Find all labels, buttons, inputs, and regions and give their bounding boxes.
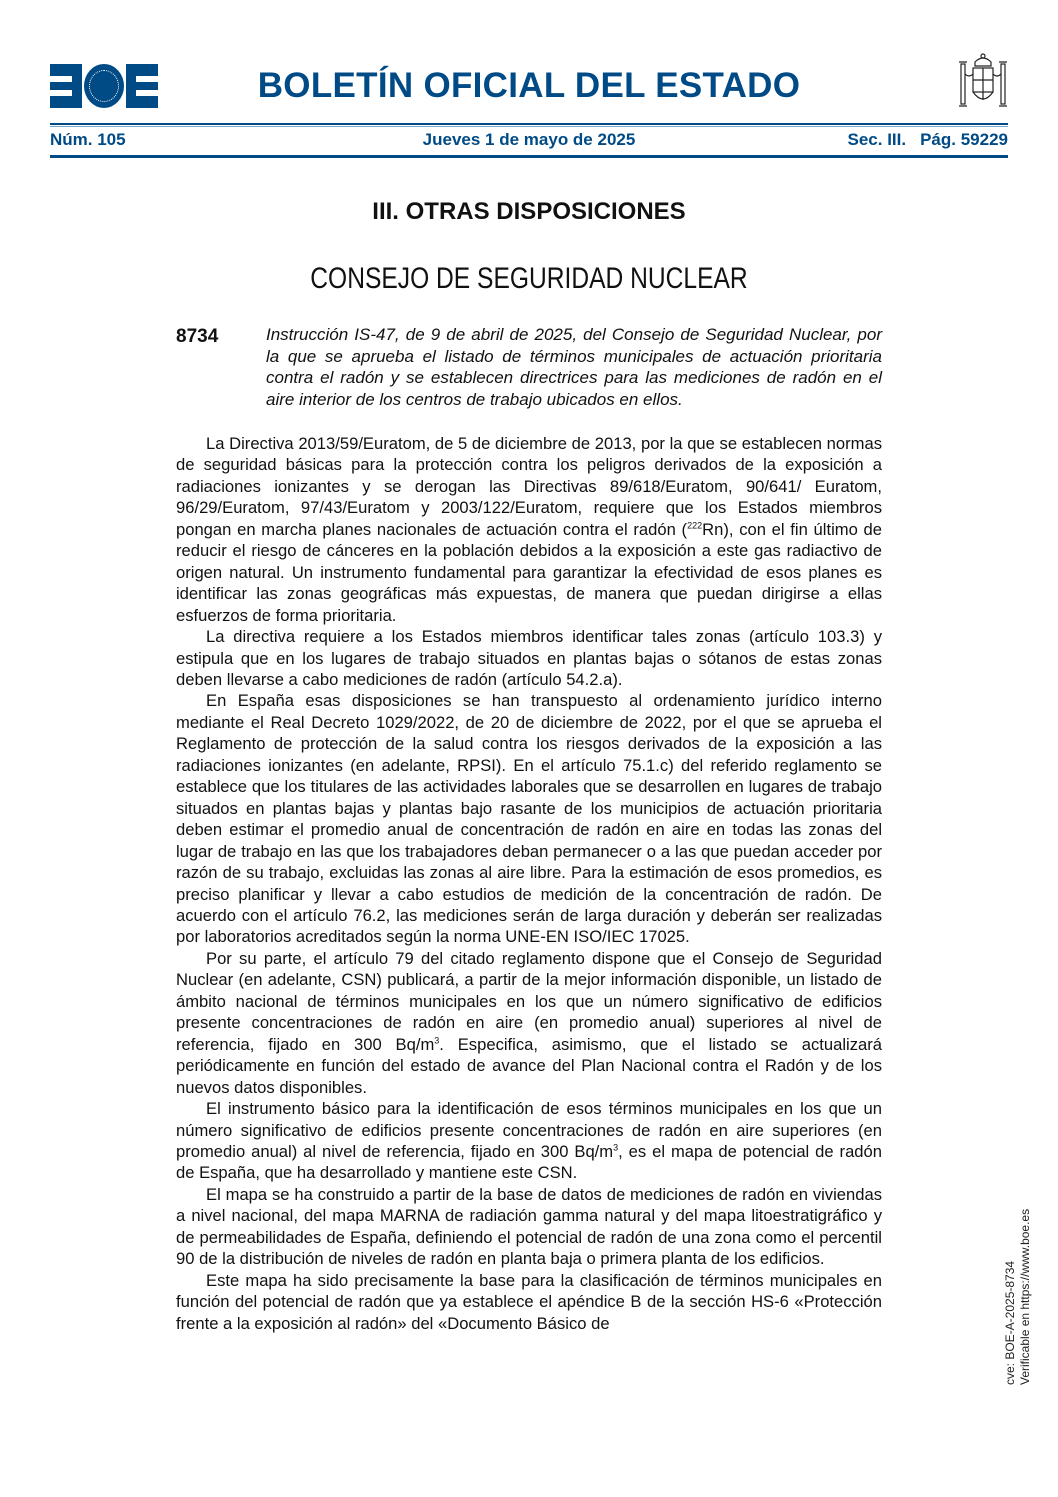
section-heading: III. OTRAS DISPOSICIONES xyxy=(372,198,686,225)
superscript: 3 xyxy=(434,1035,440,1046)
paragraph-6: El mapa se ha construido a partir de la base de datos de mediciones de radón en viviendas a nivel nacional, del mapa MARNA de radiación gamma natural y del mapa litoestratigráfico y de permeabilidades de España, definiendo el potencial de radón de una zona como el percentil 90 de la distribución de niveles de radón en planta baja o primera planta de los edificios. xyxy=(176,1184,882,1269)
document-body xyxy=(176,433,882,1334)
publication-title-text: BOLETÍN OFICIAL DEL ESTADO xyxy=(257,66,801,105)
paragraph-4 xyxy=(176,948,882,1098)
disposition-number: 8734 xyxy=(176,326,219,347)
header-info-row xyxy=(50,130,1008,152)
paragraph-2: La directiva requiere a los Estados miembros identificar tales zonas (artículo 103.3) y estipula que en los lugares de trabajo situados en plantas bajas o sótanos de estas zonas deben llevarse a cabo mediciones de radón (artículo 54.2.a). xyxy=(176,627,882,689)
disposition-title: Instrucción IS-47, de 9 de abril de 2025, del Consejo de Seguridad Nuclear, por la que se aprueba el listado de términos municipales de actuación prioritaria contra el radón y se establecen directrices para las mediciones de radón en el aire interior de los centros de trabajo ubicados en ellos. xyxy=(266,325,882,409)
coat-of-arms-icon xyxy=(955,52,1011,114)
verification-link[interactable]: Verificable en https://www.boe.es xyxy=(1018,1208,1032,1385)
verification-note xyxy=(1003,1209,1033,1385)
paragraph-1 xyxy=(176,433,882,626)
superscript: 3 xyxy=(613,1142,619,1153)
paragraph-text: . Especifica, asimismo, que el listado se actualizará periódicamente en función del estado de avance del Plan Nacional contra el Radón y de los nuevos datos disponibles. xyxy=(176,1034,882,1097)
superscript: 222 xyxy=(687,520,703,531)
paragraph-3: En España esas disposiciones se han transpuesto al ordenamiento jurídico interno mediante el Real Decreto 1029/2022, de 20 de diciembre de 2022, por el que se aprueba el Reglamento de protección de la salud contra los riesgos derivados de la exposición a las radiaciones ionizantes (en adelante, RPSI). En el artículo 75.1.c) del referido reglamento se establece que los titulares de las actividades laborales que se desarrollen en lugares de trabajo situados en plantas bajas y plantas bajo rasante de los municipios de actuación prioritaria deben estimar el promedio anual de concentración de radón en aire en todas las zonas del lugar de trabajo en las que los trabajadores deban permanecer o a las que puedan acceder por razón de su trabajo, excluidas las zonas al aire libre. Para la estimación de esos promedios, es preciso planificar y llevar a cabo estudios de medición de la concentración de radón. De acuerdo con el artículo 76.2, las mediciones serán de larga duración y deberán ser realizadas por laboratorios acreditados según la norma UNE-EN ISO/IEC 17025. xyxy=(176,691,882,947)
cve-code: cve: BOE-A-2025-8734 xyxy=(1003,1260,1017,1385)
paragraph-5 xyxy=(176,1098,882,1184)
paragraph-text: El instrumento básico para la identificación de esos términos municipales en los que un número significativo de edificios presente concentraciones de radón en aire superiores (en promedio anual) al nivel de referencia, fijado en 300 Bq/m xyxy=(176,1099,882,1161)
header-rule-top xyxy=(50,123,1008,125)
publication-title xyxy=(0,66,1058,106)
paragraph-text: Por su parte, el artículo 79 del citado reglamento dispone que el Consejo de Seguridad Nuclear (en adelante, CSN) publicará, a partir de la mejor información disponible, un listado de ámbito nacional de términos municipales en los que un número significativo de edificios presente concentraciones de radón en aire (en promedio anual) superiores al nivel de referencia, fijado en 300 Bq/m xyxy=(176,948,882,1054)
paragraph-7: Este mapa ha sido precisamente la base para la clasificación de términos municipales en función del potencial de radón que ya establece el apéndice B de la sección HS-6 «Protección frente a la exposición al radón» del «Documento Básico de xyxy=(176,1270,882,1333)
paragraph-text: La Directiva 2013/59/Euratom, de 5 de diciembre de 2013, por la que se establecen normas de seguridad básicas para la protección contra los peligros derivados de la exposición a radiaciones ionizantes y se derogan las Directivas 89/618/Euratom, 90/641/ Euratom, 96/29/Euratom, 97/43/Euratom y 2003/122/Euratom, requiere que los Estados miembros pongan en marcha planes nacionales de actuación contra el radón ( xyxy=(176,434,882,539)
paragraph-text: Rn), con el fin último de reducir el riesgo de cánceres en la población debidos a la exposición a este gas radiactivo de origen natural. Un instrumento fundamental para garantizar la efectividad de esos planes es identificar las zonas geográficas más expuestas, de manera que puedan dirigirse a ellas esfuerzos de forma prioritaria. xyxy=(176,519,882,625)
issue-date: Jueves 1 de mayo de 2025 xyxy=(422,130,636,149)
organization-heading: CONSEJO DE SEGURIDAD NUCLEAR xyxy=(310,262,748,295)
header-rule-bottom xyxy=(50,155,1008,158)
header-rule-top-light xyxy=(50,126,1008,127)
issue-number: Núm. 105 xyxy=(50,130,126,149)
page-number: Pág. 59229 xyxy=(920,130,1008,149)
section-label: Sec. III. xyxy=(847,130,907,149)
section-page xyxy=(848,130,1009,150)
paragraph-text: , es el mapa de potencial de radón de España, que ha desarrollado y mantiene este CSN. xyxy=(176,1141,882,1183)
